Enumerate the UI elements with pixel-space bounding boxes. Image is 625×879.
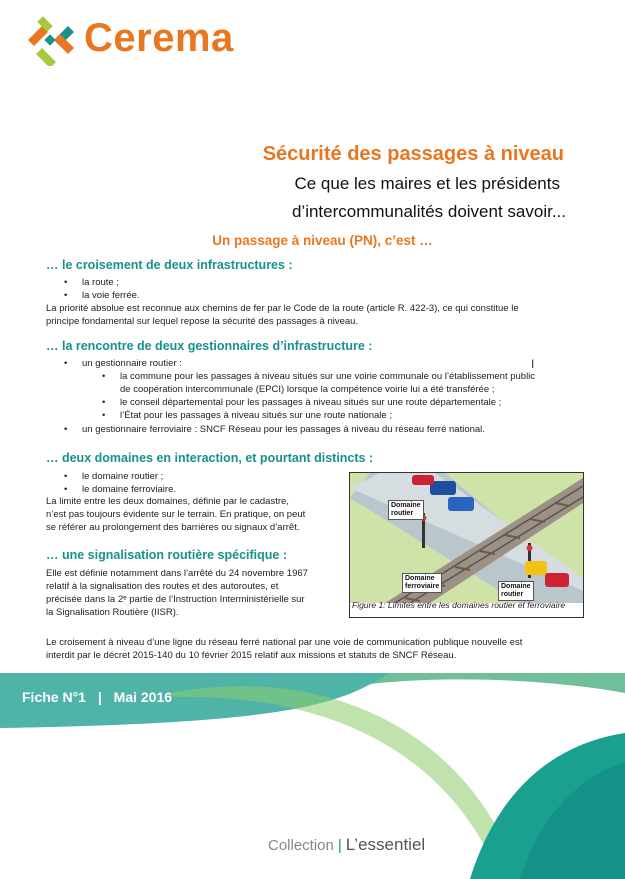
list-item: • un gestionnaire ferroviaire : SNCF Réseau pour les passages à niveau du réseau ferré national.	[82, 423, 485, 436]
figure-level-crossing	[349, 472, 584, 618]
label-domaine-routier-top: Domaine routier	[388, 500, 424, 520]
list-item: • la route ;	[82, 276, 119, 289]
list-item: • le domaine ferroviaire.	[82, 483, 176, 496]
list-item: • l’État pour les passages à niveau situés sur une route nationale ;	[120, 409, 392, 422]
section-2-heading: … la rencontre de deux gestionnaires d’infrastructure :	[46, 339, 373, 353]
subtitle-line-1: Ce que les maires et les présidents	[294, 174, 560, 193]
section-3-para-line: n’est pas toujours évidente sur le terrain. En pratique, on peut	[46, 509, 306, 520]
section-4-para-line: précisée dans la 2ᵉ partie de l’Instruction Interministérielle sur	[46, 594, 305, 605]
final-para-line: Le croisement à niveau d’une ligne du réseau ferré national par une voie de communication publique nouvelle est	[46, 637, 523, 648]
section-1-heading: … le croisement de deux infrastructures :	[46, 258, 293, 272]
section-3-heading: … deux domaines en interaction, et pourtant distincts :	[46, 451, 374, 465]
section-3-para-line: se référer au prolongement des barrières ou signaux d’arrêt.	[46, 522, 300, 533]
section-1-para-line: La priorité absolue est reconnue aux chemins de fer par le Code de la route (article R. 422-3), ce qui constitue le	[46, 303, 519, 314]
brand-name: Cerema	[84, 16, 234, 60]
list-item: • la voie ferrée.	[82, 289, 140, 302]
list-item: • le conseil départemental pour les passages à niveau situés sur une route départementale ;	[120, 396, 501, 409]
cerema-logo	[24, 14, 259, 66]
figure-caption: Figure 1: Limites entre les domaines routier et ferroviaire	[352, 600, 566, 610]
subtitle-line-2: d’intercommunalités doivent savoir...	[291, 202, 566, 221]
section-4-para-line: relatif à la signalisation des routes et des autoroutes, et	[46, 581, 279, 592]
cerema-logo-icon	[24, 14, 80, 66]
section-4-para-line: la Signalisation Routière (IISR).	[46, 607, 179, 618]
text-cursor-icon: I	[531, 357, 535, 371]
list-item: • un gestionnaire routier :	[82, 357, 182, 370]
section-4-heading: … une signalisation routière spécifique :	[46, 548, 288, 562]
section-1-para-line: principe fondamental sur lequel repose la sécurité des passages à niveau.	[46, 316, 359, 327]
pn-heading: Un passage à niveau (PN), c’est …	[212, 233, 433, 248]
collection-label: Collection | L’essentiel	[268, 835, 426, 854]
label-domaine-ferroviaire: Domaine ferroviaire	[402, 573, 442, 593]
fiche-number: Fiche N°1 | Mai 2016	[22, 689, 173, 705]
list-item-continuation: de coopération intercommunale (EPCI) lorsque la compétence voirie lui a été transférée ;	[120, 384, 495, 395]
level-crossing-illustration	[350, 473, 583, 603]
main-title: Sécurité des passages à niveau	[262, 143, 564, 165]
section-3-para-line: La limite entre les deux domaines, définie par le cadastre,	[46, 496, 289, 507]
list-item: • la commune pour les passages à niveau situés sur une voirie communale ou l’établissement public	[120, 370, 535, 383]
section-4-para-line: Elle est définie notamment dans l’arrêté du 24 novembre 1967	[46, 568, 308, 579]
list-item: • le domaine routier ;	[82, 470, 163, 483]
label-domaine-routier-right: Domaine routier	[498, 581, 534, 601]
final-para-line: interdit par le décret 2015-140 du 10 février 2015 relatif aux missions et statuts de SNCF Réseau.	[46, 650, 457, 661]
